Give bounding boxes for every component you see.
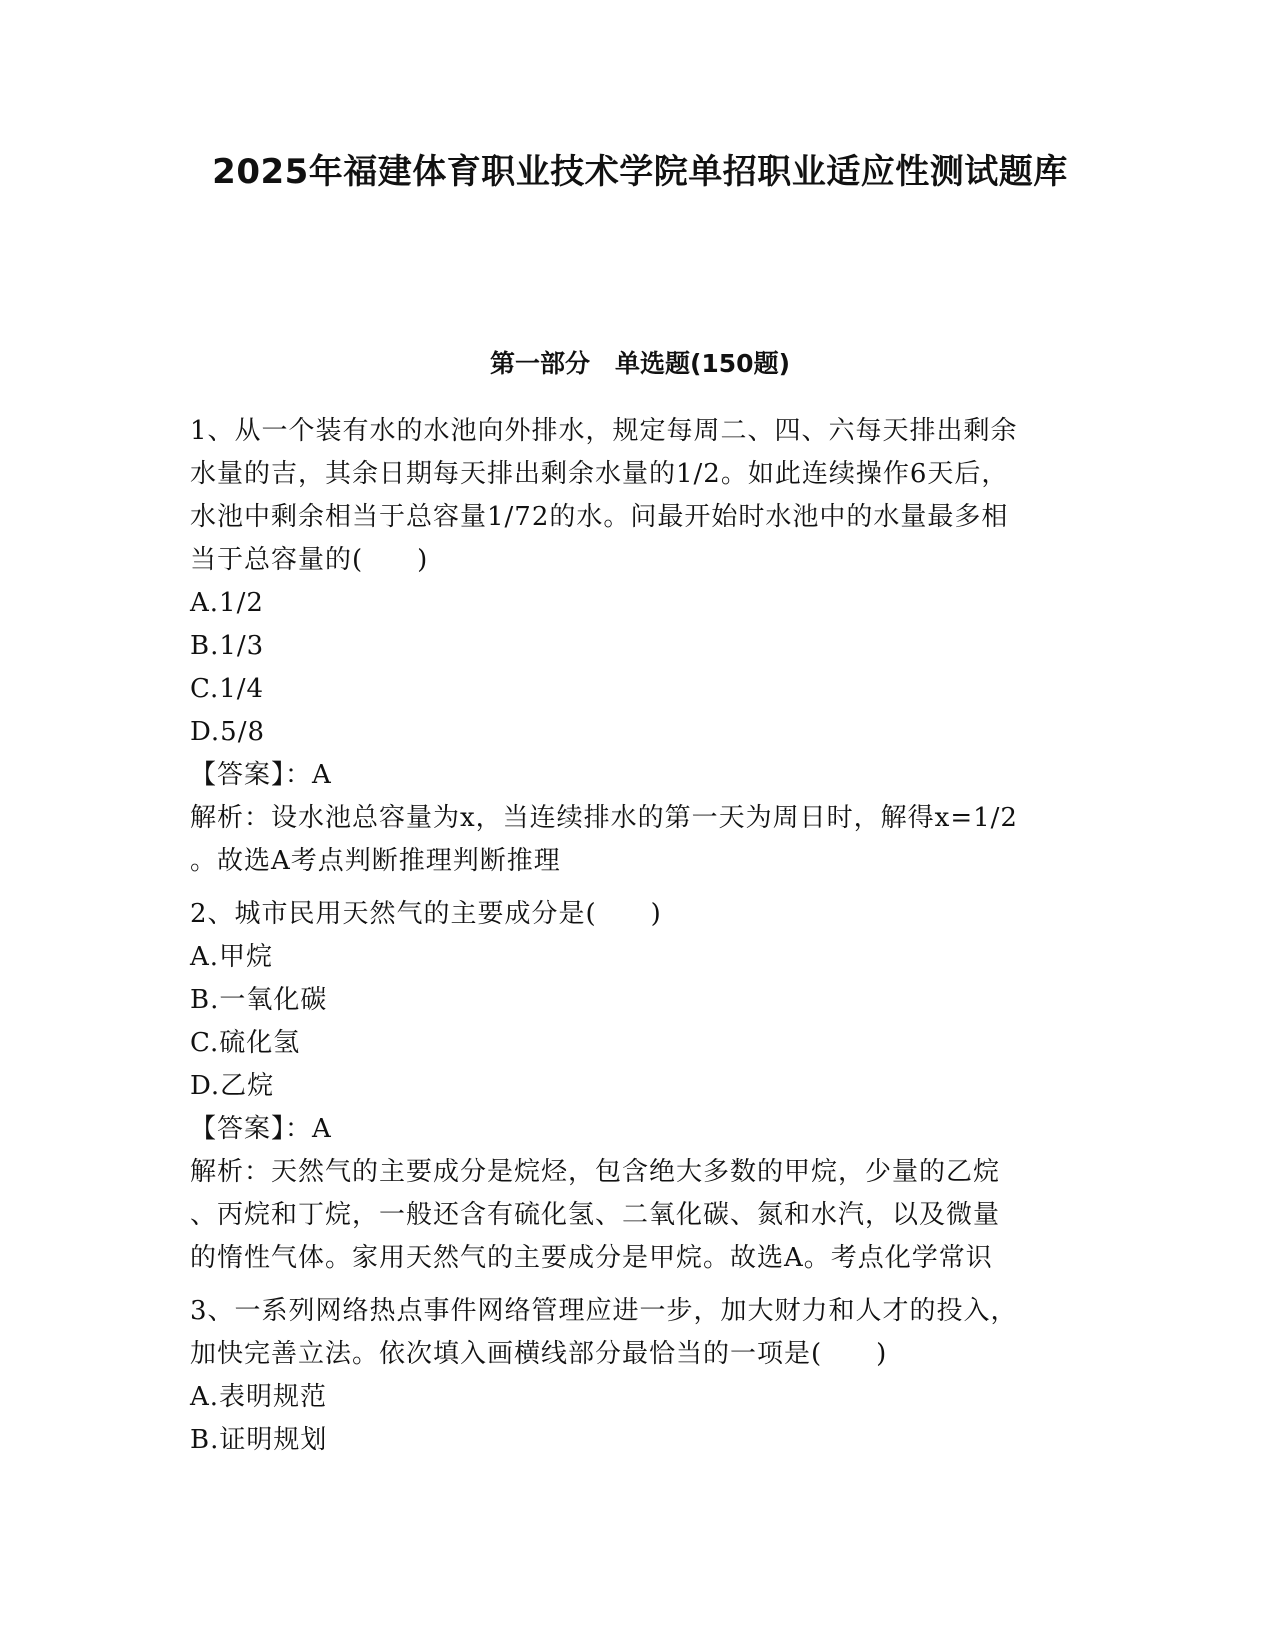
analysis-line: 的惰性气体。家用天然气的主要成分是甲烷。故选A。考点化学常识 — [190, 1243, 993, 1273]
answer-label: 【答案】：A — [190, 1114, 332, 1144]
option-c: C.硫化氢 — [190, 1028, 301, 1058]
option-a: A.1/2 — [190, 588, 264, 618]
analysis-line: 解析：设水池总容量为x，当连续排水的第一天为周日时，解得x=1/2 — [190, 803, 1018, 833]
document-title: 2025年福建体育职业技术学院单招职业适应性测试题库 — [212, 152, 1068, 192]
option-c: C.1/4 — [190, 674, 265, 704]
question-stem-line: 水池中剩余相当于总容量1/72的水。问最开始时水池中的水量最多相 — [190, 502, 1009, 532]
option-b: B.1/3 — [190, 631, 265, 661]
answer-label: 【答案】：A — [190, 760, 332, 790]
option-b: B.证明规划 — [190, 1425, 328, 1455]
analysis-line: 、丙烷和丁烷，一般还含有硫化氢、二氧化碳、氮和水汽，以及微量 — [190, 1200, 1001, 1230]
question-list — [190, 410, 1090, 1472]
option-d: D.乙烷 — [190, 1071, 275, 1101]
analysis-line: 。故选A考点判断推理判断推理 — [190, 846, 561, 876]
question-stem-line: 3、一系列网络热点事件网络管理应进一步，加大财力和人才的投入， — [190, 1296, 1018, 1326]
question-stem-line: 水量的吉，其余日期每天排出剩余水量的1/2。如此连续操作6天后， — [190, 459, 1009, 489]
question-1 — [190, 410, 1090, 883]
question-stem-line: 加快完善立法。依次填入画横线部分最恰当的一项是( ) — [190, 1339, 888, 1369]
question-3 — [190, 1290, 1090, 1462]
option-a: A.表明规范 — [190, 1382, 328, 1412]
section-heading: 第一部分 单选题(150题) — [489, 349, 791, 378]
option-b: B.一氧化碳 — [190, 985, 328, 1015]
question-stem-line: 2、城市民用天然气的主要成分是( ) — [190, 899, 662, 929]
question-2 — [190, 893, 1090, 1280]
question-stem-line: 1、从一个装有水的水池向外排水，规定每周二、四、六每天排出剩余 — [190, 416, 1018, 446]
option-d: D.5/8 — [190, 717, 266, 747]
analysis-line: 解析：天然气的主要成分是烷烃，包含绝大多数的甲烷，少量的乙烷 — [190, 1157, 1001, 1187]
option-a: A.甲烷 — [190, 942, 274, 972]
question-stem-line: 当于总容量的( ) — [190, 545, 429, 575]
